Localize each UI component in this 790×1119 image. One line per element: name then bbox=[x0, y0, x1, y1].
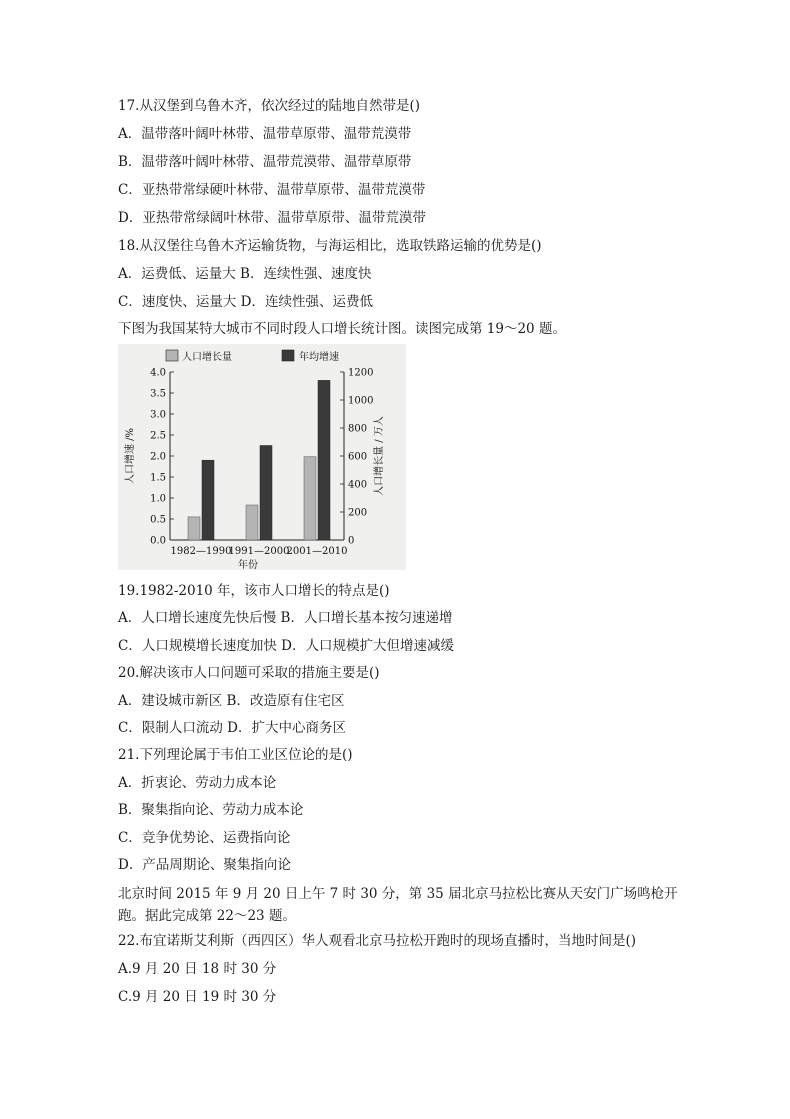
bar-population-increase bbox=[246, 505, 258, 540]
q22-option-c: C.9 月 20 日 19 时 30 分 bbox=[118, 989, 277, 1005]
q21-option-c: C．竞争优势论、运费指向论 bbox=[118, 830, 291, 846]
left-tick-label: 4.0 bbox=[150, 367, 166, 379]
q19-stem: 19.1982-2010 年，该市人口增长的特点是() bbox=[118, 583, 390, 599]
x-tick-label: 2001—2010 bbox=[286, 546, 348, 557]
q20-options-ab: A．建设城市新区 B．改造原有住宅区 bbox=[118, 693, 345, 709]
bar-annual-growth bbox=[202, 460, 214, 540]
q19-options-ab: A．人口增长速度先快后慢 B．人口增长基本按匀速递增 bbox=[118, 610, 453, 626]
right-tick-label: 1200 bbox=[348, 367, 374, 379]
intro-22-23: 北京时间 2015 年 9 月 20 日上午 7 时 30 分，第 35 届北京马拉松比赛从天安门广场鸣枪开跑。据此完成第 22～23 题。 bbox=[118, 886, 678, 924]
left-tick-label: 0.5 bbox=[150, 514, 166, 526]
q22-option-a: A.9 月 20 日 18 时 30 分 bbox=[118, 961, 277, 977]
left-axis-label: 人口增速 /% bbox=[125, 427, 136, 485]
bar-annual-growth bbox=[260, 446, 272, 541]
x-axis-label: 年份 bbox=[238, 560, 258, 570]
population-growth-chart bbox=[118, 344, 406, 570]
left-tick-label: 2.0 bbox=[150, 451, 166, 463]
q17-stem: 17.从汉堡到乌鲁木齐，依次经过的陆地自然带是() bbox=[118, 98, 421, 114]
bar-population-increase bbox=[188, 517, 200, 540]
right-tick-label: 200 bbox=[348, 507, 368, 519]
q21-option-a: A．折衷论、劳动力成本论 bbox=[118, 775, 277, 791]
legend-swatch-population-increase bbox=[166, 350, 178, 361]
q21-stem: 21.下列理论属于韦伯工业区位论的是() bbox=[118, 747, 353, 763]
chart-svg bbox=[118, 344, 406, 570]
bar-population-increase bbox=[304, 457, 316, 540]
legend-label-population-increase: 人口增长量 bbox=[182, 352, 232, 363]
left-tick-label: 1.5 bbox=[150, 472, 166, 484]
q21-option-d: D．产品周期论、聚集指向论 bbox=[118, 857, 291, 873]
legend-swatch-annual-growth bbox=[282, 350, 294, 361]
left-tick-label: 3.5 bbox=[150, 388, 166, 400]
q22-stem: 22.布宜诺斯艾利斯（西四区）华人观看北京马拉松开跑时的现场直播时，当地时间是() bbox=[118, 933, 637, 949]
legend-label-annual-growth: 年均增速 bbox=[299, 352, 339, 363]
intro-19-20: 下图为我国某特大城市不同时段人口增长统计图。读图完成第 19～20 题。 bbox=[118, 321, 566, 337]
left-tick-label: 2.5 bbox=[150, 430, 166, 442]
right-axis-label: 人口增长量 / 万人 bbox=[374, 416, 385, 496]
left-tick-label: 0.0 bbox=[150, 535, 166, 547]
left-tick-label: 3.0 bbox=[150, 409, 166, 421]
q18-options-ab: A．运费低、运量大 B．连续性强、速度快 bbox=[118, 266, 372, 282]
q20-stem: 20.解决该市人口问题可采取的措施主要是() bbox=[118, 665, 380, 681]
q21-option-b: B．聚集指向论、劳动力成本论 bbox=[118, 802, 304, 818]
q17-option-a: A．温带落叶阔叶林带、温带草原带、温带荒漠带 bbox=[118, 126, 412, 142]
x-tick-label: 1991—2000 bbox=[228, 546, 290, 557]
right-tick-label: 600 bbox=[348, 451, 368, 463]
right-tick-label: 0 bbox=[348, 535, 355, 547]
q17-option-c: C．亚热带常绿硬叶林带、温带草原带、温带荒漠带 bbox=[118, 182, 426, 198]
x-tick-label: 1982—1990 bbox=[170, 546, 232, 557]
q18-options-cd: C．速度快、运量大 D．连续性强、运费低 bbox=[118, 294, 373, 310]
q17-option-d: D．亚热带常绿阔叶林带、温带草原带、温带荒漠带 bbox=[118, 210, 426, 226]
right-tick-label: 1000 bbox=[348, 395, 374, 407]
right-tick-label: 400 bbox=[348, 479, 368, 491]
right-tick-label: 800 bbox=[348, 423, 368, 435]
q17-option-b: B．温带落叶阔叶林带、温带荒漠带、温带草原带 bbox=[118, 154, 412, 170]
bar-annual-growth bbox=[318, 380, 330, 540]
q19-options-cd: C．人口规模增长速度加快 D．人口规模扩大但增速减缓 bbox=[118, 638, 454, 654]
q20-options-cd: C．限制人口流动 D．扩大中心商务区 bbox=[118, 720, 346, 736]
left-tick-label: 1.0 bbox=[150, 493, 166, 505]
q18-stem: 18.从汉堡往乌鲁木齐运输货物，与海运相比，选取铁路运输的优势是() bbox=[118, 238, 542, 254]
